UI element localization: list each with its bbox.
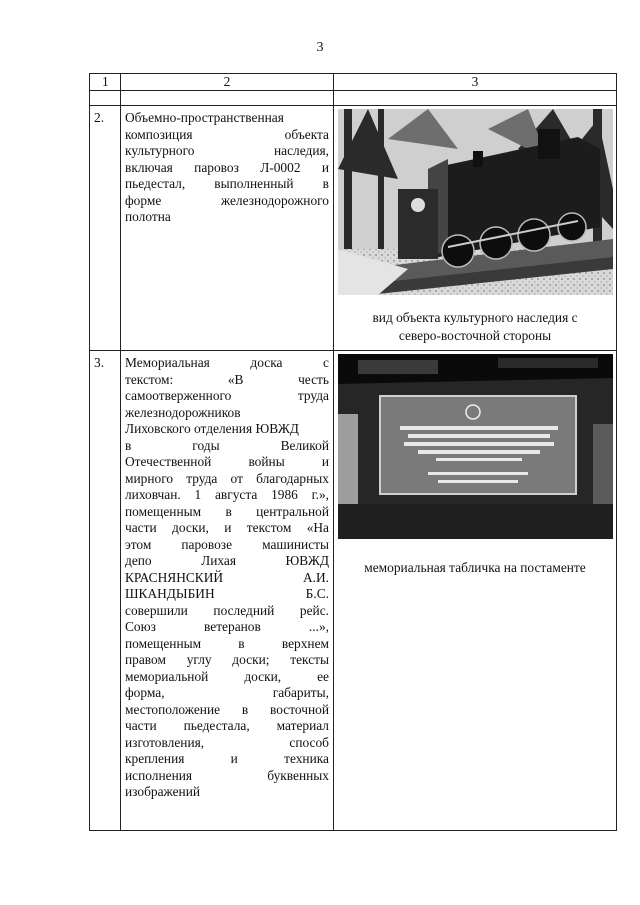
- row-number: 2.: [90, 106, 121, 351]
- row-image-caption: мемориальная табличка на постаменте: [364, 560, 586, 575]
- table-row: [90, 106, 617, 351]
- page-number: 3: [316, 40, 324, 55]
- locomotive-photo: [338, 109, 613, 295]
- row-image-cell: [334, 351, 617, 831]
- row-description: Мемориальная доска с текстом: «В честь самоотверженного труда железнодорожников Лиховского отделения ЮВЖД в годы Великой Отечественной войны и мирного труда от благодарных лиховчан. 1 августа 1986 г.», помещенным в центральной части доски, и текстом «На этом паровозе машинисты депо Лихая ЮВЖД КРАСНЯНСКИЙ А.И. ШКАНДЫБИН Б.С. совершили последний рейс. Союз ветеранов ...», помещенным в верхнем правом углу доски; тексты мемориальной доски, ее форма, габариты, местоположение в восточной части пьедестала, материал изготовления, способ крепления и техника исполнения буквенных изображений: [121, 351, 334, 831]
- memorial-plaque-photo: [338, 354, 613, 539]
- table-header-row: [90, 74, 617, 91]
- row-image-cell: [334, 106, 617, 351]
- row-image-caption: вид объекта культурного наследия с северо-восточной стороны: [372, 310, 578, 343]
- header-col-2: 2: [121, 74, 334, 91]
- table-spacer-row: [90, 91, 617, 106]
- row-description: Объемно-пространственная композиция объекта культурного наследия, включая паровоз Л-0002 и пьедестал, выполненный в форме железнодорожного полотна: [121, 106, 334, 351]
- heritage-table: [89, 73, 617, 831]
- header-col-3: 3: [334, 74, 617, 91]
- row-number: 3.: [90, 351, 121, 831]
- header-col-1: 1: [90, 74, 121, 91]
- table-row: [90, 351, 617, 831]
